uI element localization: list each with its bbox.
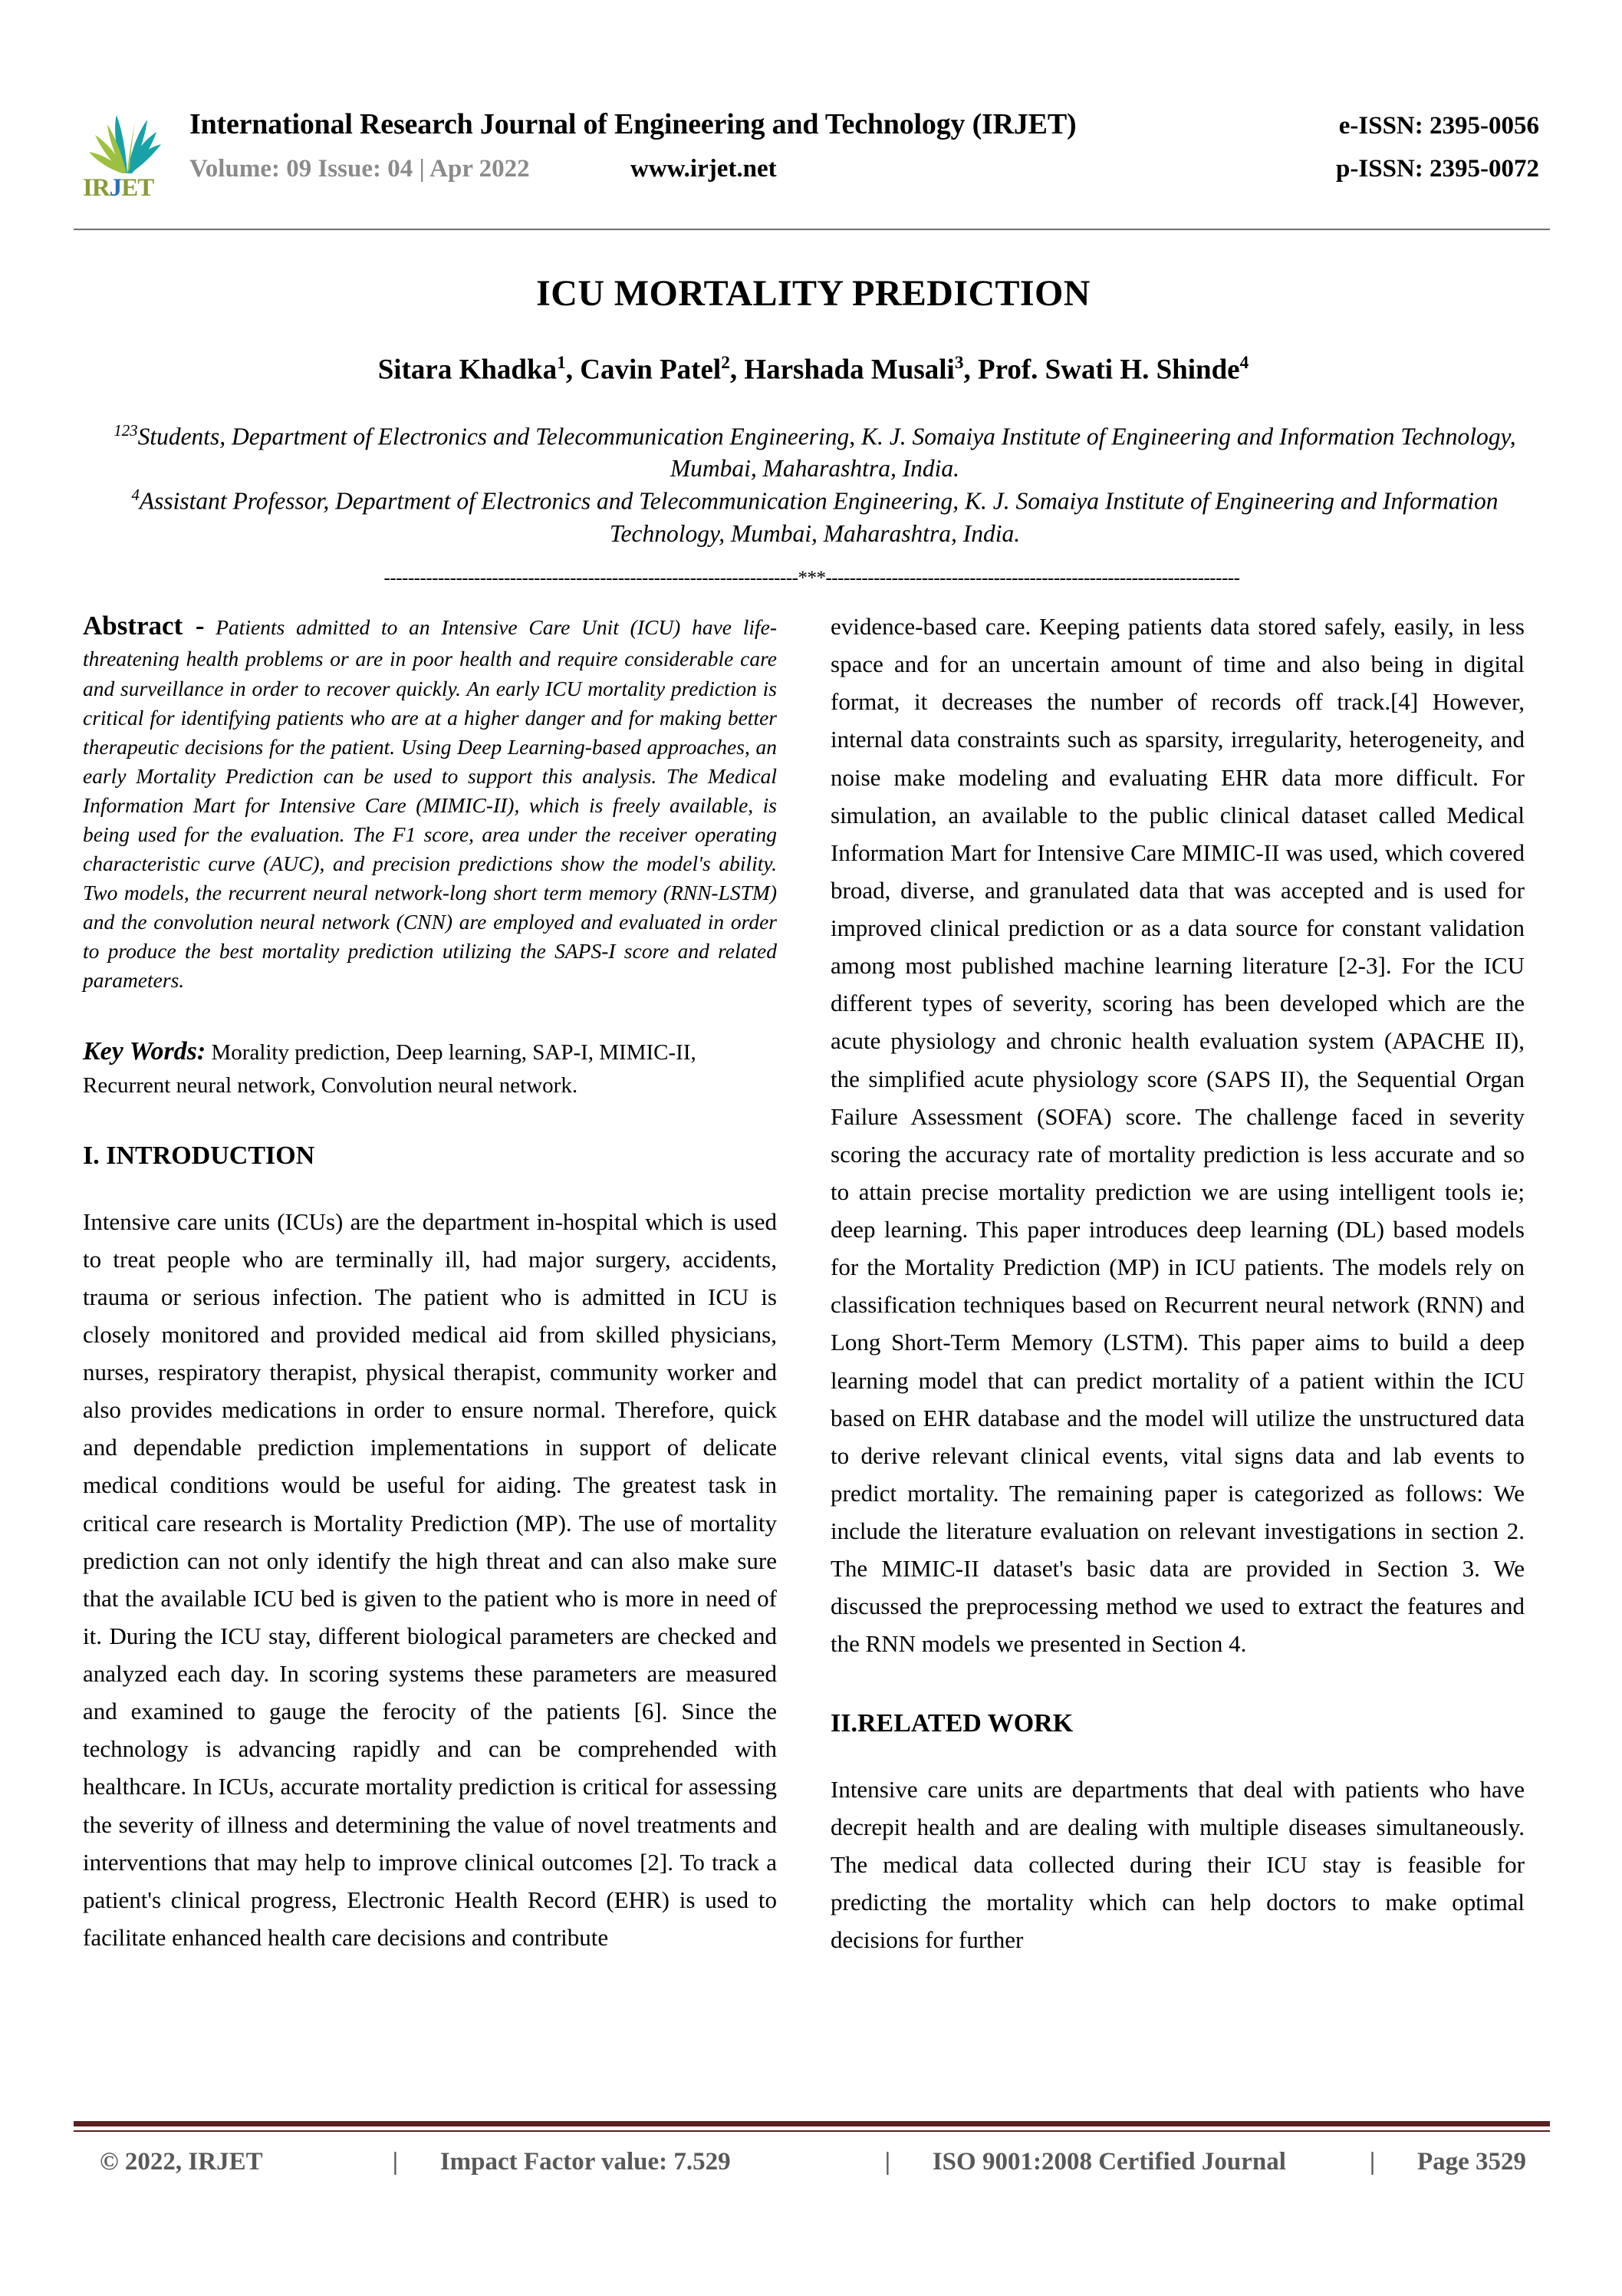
journal-website-link[interactable]: www.irjet.net [630,155,777,183]
introduction-paragraph-1: Intensive care units (ICUs) are the department in-hospital which is used to treat people who are terminally ill, had major surgery, accidents, trauma or serious infection. The patient who is admitted in ICU is closely monitored and provided medical aid from skilled physicians, nurses, respiratory therapist, physical therapist, community worker and also provides medications in order to ensure normal. Therefore, quick and dependable prediction implementations in support of delicate medical conditions would be useful for aiding. The greatest task in critical care research is Mortality Prediction (MP). The use of mortality prediction can not only identify the high threat and can also make sure that the available ICU bed is given to the patient who is more in need of it. During the ICU stay, different biological parameters are checked and analyzed each day. In scoring systems these parameters are measured and examined to gauge the ferocity of the patients [6]. Since the technology is advancing rapidly and can be comprehended with healthcare. In ICUs, accurate mortality prediction is critical for assessing the severity of illness and determining the value of novel treatments and interventions that may help to improve clinical outcomes [2]. To track a patient's clinical progress, Electronic Health Record (EHR) is used to facilitate enhanced health care decisions and contribute [83,1207,777,1951]
header-row-2 [189,155,1544,196]
page-footer [100,2148,1526,2176]
author-affil-marker: 3 [954,353,964,373]
footer-divider-thin [74,2130,1550,2132]
introduction-paragraph-continued: evidence-based care. Keeping patients data stored safely, easily, in less space and for an uncertain amount of time and also being in digital format, it decreases the number of records off track.[4] However, internal data constraints such as sparsity, irregularity, heterogeneity, and noise make modeling and evaluating EHR data more difficult. For simulation, an available to the public clinical dataset called Medical Information Mart for Intensive Care MIMIC-II was used, which covered broad, diverse, and granulated data that was accepted and is used for improved clinical prediction or as a data source for constant validation among most published machine learning literature [2-3]. For the ICU different types of severity, scoring has been developed which are the acute physiology and chronic health evaluation system (APACHE II), the simplified acute physiology score (SAPS II), the Sequential Organ Failure Assessment (SOFA) score. The challenge faced in severity scoring the accuracy rate of mortality prediction is less accurate and so to attain precise mortality prediction we are using intelligent tools ie; deep learning. This paper introduces deep learning (DL) based models for the Mortality Prediction (MP) in ICU patients. The models rely on classification techniques based on Recurrent neural network (RNN) and Long Short-Term Memory (LSTM). This paper aims to build a deep learning model that can predict mortality of a patient within the ICU based on EHR database and the model will utilize the unstructured data to derive relevant clinical events, vital signs data and lab events to predict mortality. The remaining paper is categorized as follows: We include the literature evaluation on relevant investigations in section 2. The MIMIC-II dataset's basic data are provided in Section 3. We discussed the preprocessing method we used to extract the features and the RNN models we presented in Section 4. [831,613,1525,1658]
section-divider: ---------------------------------------------------------------------***--------------------------------------------------------------------- [383,568,1240,588]
left-column [83,608,777,2111]
footer-separator-1: | [392,2148,399,2176]
abstract-label: Abstract - [83,611,205,641]
affiliation-students: $^{123}$Students, Department of Electronics and Telecommunication Engineering, K. J. Somaiya Institute of Engineering and Information Technology, Mumbai, Maharashtra, India. [114,422,1516,483]
affiliations [107,420,1522,550]
author-affil-marker: 1 [557,353,566,373]
author-list: Sitara Khadka$^1$, Cavin Patel$^2$, Harshada Musali$^3$, Prof. Swati H. Shinde$^4$ [377,353,1249,386]
footer-separator-2: | [884,2148,891,2176]
footer-page-number: Page 3529 [1416,2148,1526,2176]
irjet-wordmark [83,176,169,201]
irjet-logo [83,109,171,202]
volume-issue: Volume: 09 Issue: 04 | Apr 2022 [189,155,530,183]
author-affil-marker: 4 [1239,353,1249,373]
affiliation-professor: $^4$Assistant Professor, Department of Electronics and Telecommunication Engineering, K. J. Somaiya Institute of Engineering and Information Technology, Mumbai, Maharashtra, India. [131,486,1499,547]
keywords-paragraph [83,1033,777,1101]
page-title: ICU MORTALITY PREDICTION [536,273,1091,314]
footer-divider-thick [74,2121,1550,2126]
p-issn: p-ISSN: 2395-0072 [1336,155,1539,183]
right-column [831,608,1525,2111]
abstract-paragraph [83,608,777,995]
header-row-1 [189,107,1544,155]
related-work-paragraph-1: Intensive care units are departments that deal with patients who have decrepit health and are dealing with multiple diseases simultaneously. The medical data collected during their ICU stay is feasible for predicting the mortality which can help doctors to make optimal decisions for further [831,1775,1525,1953]
two-column-body [83,608,1544,2111]
logo-ir: IR [83,174,110,202]
e-issn: e-ISSN: 2395-0056 [1338,112,1539,140]
footer-iso-certification: ISO 9001:2008 Certified Journal [932,2148,1286,2176]
logo-et: ET [121,174,154,202]
section-heading-introduction: I. INTRODUCTION [83,1141,315,1170]
logo-j: J [109,174,122,202]
abstract-text: Patients admitted to an Intensive Care Unit (ICU) have life-threatening health problems or are in poor health and require considerable care and surveillance in order to recover quickly. An early ICU mortality prediction is critical for identifying patients who are at a higher danger and for making better therapeutic decisions for the patient. Using Deep Learning-based approaches, an early Mortality Prediction can be used to support this analysis. The Medical Information Mart for Intensive Care (MIMIC-II), which is freely available, is being used for the evaluation. The F1 score, area under the receiver operating characteristic curve (AUC), and precision predictions show the model's ability. Two models, the recurrent neural network-long short term memory (RNN-LSTM) and the convolution neural network (CNN) are employed and evaluated in order to produce the best mortality prediction utilizing the SAPS-I score and related parameters. [83,615,777,993]
irjet-fan-logo-icon [86,109,169,175]
footer-separator-3: | [1369,2148,1376,2176]
header-divider [74,229,1550,230]
author-affil-marker: 2 [721,353,730,373]
section-heading-related-work: II.RELATED WORK [831,1708,1074,1738]
keywords-text: Morality prediction, Deep learning, SAP-I, MIMIC-II, Recurrent neural network, Convolution neural network. [83,1040,696,1098]
header-text-block [189,107,1544,199]
affil-marker-4: 4 [131,486,140,505]
journal-title: International Research Journal of Engineering and Technology (IRJET) [189,108,1077,140]
page-header [83,107,1544,203]
footer-impact-factor: Impact Factor value: 7.529 [439,2148,731,2176]
footer-copyright: © 2022, IRJET [100,2148,263,2176]
keywords-label: Key Words: [83,1037,206,1066]
affil-marker-123: 123 [114,422,138,440]
